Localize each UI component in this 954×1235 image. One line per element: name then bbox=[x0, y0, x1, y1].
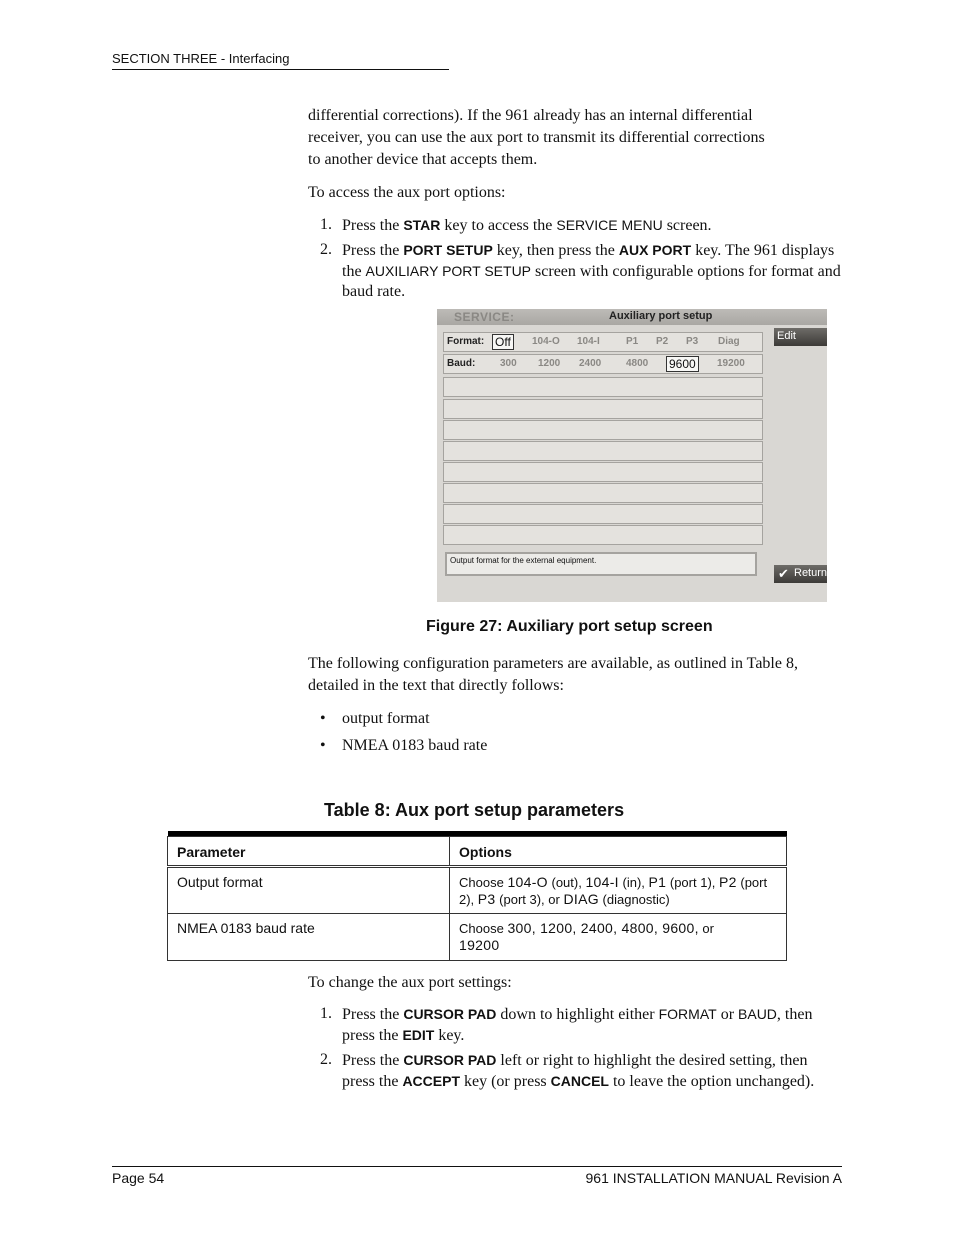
format-option-104-o[interactable]: 104-O bbox=[532, 336, 560, 347]
cell-parameter: NMEA 0183 baud rate bbox=[168, 914, 450, 961]
format-option-104-i[interactable]: 104-I bbox=[577, 336, 600, 347]
baud-option-300[interactable]: 300 bbox=[500, 358, 517, 369]
edit-button-label: Edit bbox=[777, 330, 796, 342]
empty-row bbox=[443, 462, 763, 482]
cell-options: Choose 300, 1200, 2400, 4800, 9600, or 19200 bbox=[450, 914, 787, 961]
format-option-p1[interactable]: P1 bbox=[626, 336, 639, 347]
header-parameter: Parameter bbox=[168, 837, 450, 867]
service-menu-label: SERVICE MENU bbox=[556, 217, 663, 233]
change-step-1: 1. Press the CURSOR PAD down to highlight either FORMAT or BAUD, then press the EDIT key. bbox=[320, 1005, 813, 1044]
baud-option-9600[interactable]: 9600 bbox=[666, 356, 699, 372]
return-button[interactable] bbox=[774, 565, 827, 583]
empty-row bbox=[443, 504, 763, 524]
baud-option-1200[interactable]: 1200 bbox=[538, 358, 561, 369]
footer-rule bbox=[112, 1166, 842, 1167]
status-text: Output format for the external equipment. bbox=[450, 556, 597, 565]
intro-line-3: to another device that accepts them. bbox=[308, 151, 538, 168]
manual-title: 961 INSTALLATION MANUAL Revision A bbox=[585, 1170, 842, 1186]
empty-row bbox=[443, 525, 763, 545]
format-option-off[interactable]: Off bbox=[492, 334, 514, 350]
empty-row bbox=[443, 420, 763, 440]
params-intro: The following configuration parameters are available, as outlined in Table 8, detailed in the text that directly follows: bbox=[308, 655, 798, 694]
aux-port-setup-screenshot bbox=[437, 309, 827, 602]
format-option-diag[interactable]: Diag bbox=[718, 336, 740, 347]
empty-row bbox=[443, 441, 763, 461]
empty-row bbox=[443, 377, 763, 397]
figure-caption: Figure 27: Auxiliary port setup screen bbox=[426, 618, 713, 635]
baud-option-2400[interactable]: 2400 bbox=[579, 358, 602, 369]
status-message bbox=[445, 552, 757, 576]
intro-line-2: receiver, you can use the aux port to transmit its differential corrections bbox=[308, 129, 765, 146]
format-row[interactable] bbox=[443, 332, 763, 352]
cursor-pad-key: CURSOR PAD bbox=[403, 1006, 497, 1022]
cell-parameter: Output format bbox=[168, 867, 450, 914]
star-key: STAR bbox=[403, 217, 441, 233]
baud-row[interactable] bbox=[443, 354, 763, 374]
baud-label: Baud: bbox=[447, 358, 476, 369]
baud-option-4800[interactable]: 4800 bbox=[626, 358, 649, 369]
table-header-row bbox=[168, 837, 787, 867]
aux-port-key: AUX PORT bbox=[618, 242, 692, 258]
empty-row bbox=[443, 399, 763, 419]
service-label: SERVICE: bbox=[454, 310, 515, 324]
change-intro: To change the aux port settings: bbox=[308, 974, 512, 991]
cell-options: Choose 104-O (out), 104-I (in), P1 (port 1), P2 (port 2), P3 (port 3), or DIAG (diagnostic) bbox=[450, 867, 787, 914]
format-label-ref: FORMAT bbox=[658, 1006, 717, 1022]
parameter-bullets bbox=[308, 708, 828, 762]
bullet-baud-rate: • NMEA 0183 baud rate bbox=[308, 735, 828, 757]
bullet-output-format: • output format bbox=[308, 708, 828, 730]
intro-line-1: differential corrections). If the 961 already has an internal differential bbox=[308, 107, 753, 124]
header-options: Options bbox=[450, 837, 787, 867]
cancel-key: CANCEL bbox=[550, 1073, 609, 1089]
aux-port-parameters-table bbox=[167, 831, 787, 961]
baud-label-ref: BAUD bbox=[738, 1006, 777, 1022]
access-steps bbox=[308, 215, 843, 306]
change-step-2: 2. Press the CURSOR PAD left or right to highlight the desired setting, then press the ACCEPT key (or press CANCEL to leave the option unchanged). bbox=[320, 1051, 815, 1090]
format-option-p3[interactable]: P3 bbox=[686, 336, 699, 347]
empty-row bbox=[443, 483, 763, 503]
intro-paragraph bbox=[308, 105, 848, 171]
edit-button[interactable] bbox=[774, 328, 827, 346]
baud-option-19200[interactable]: 19200 bbox=[717, 358, 745, 369]
header-rule bbox=[112, 69, 449, 70]
screen-title: Auxiliary port setup bbox=[609, 310, 713, 322]
accept-key: ACCEPT bbox=[402, 1073, 460, 1089]
cursor-pad-key: CURSOR PAD bbox=[403, 1052, 497, 1068]
format-option-p2[interactable]: P2 bbox=[656, 336, 669, 347]
edit-key: EDIT bbox=[402, 1027, 435, 1043]
aux-port-setup-label: AUXILIARY PORT SETUP bbox=[365, 263, 532, 279]
return-button-label: Return bbox=[794, 567, 827, 579]
format-label: Format: bbox=[447, 336, 485, 347]
running-header: SECTION THREE - Interfacing bbox=[112, 51, 290, 66]
table-title: Table 8: Aux port setup parameters bbox=[324, 800, 625, 820]
table-row bbox=[168, 914, 787, 961]
port-setup-key: PORT SETUP bbox=[403, 242, 493, 258]
access-step-1: 1. Press the STAR key to access the SERVICE MENU screen. bbox=[320, 216, 712, 234]
access-intro: To access the aux port options: bbox=[308, 184, 506, 201]
table-row bbox=[168, 867, 787, 914]
access-step-2: 2. Press the PORT SETUP key, then press the AUX PORT key. The 961 displays the AUXILIARY PORT SETUP screen with configurable options for format and baud rate. bbox=[320, 241, 841, 300]
change-steps bbox=[308, 1004, 843, 1096]
page-number: Page 54 bbox=[112, 1170, 165, 1186]
checkmark-icon: ✔ bbox=[778, 566, 789, 581]
